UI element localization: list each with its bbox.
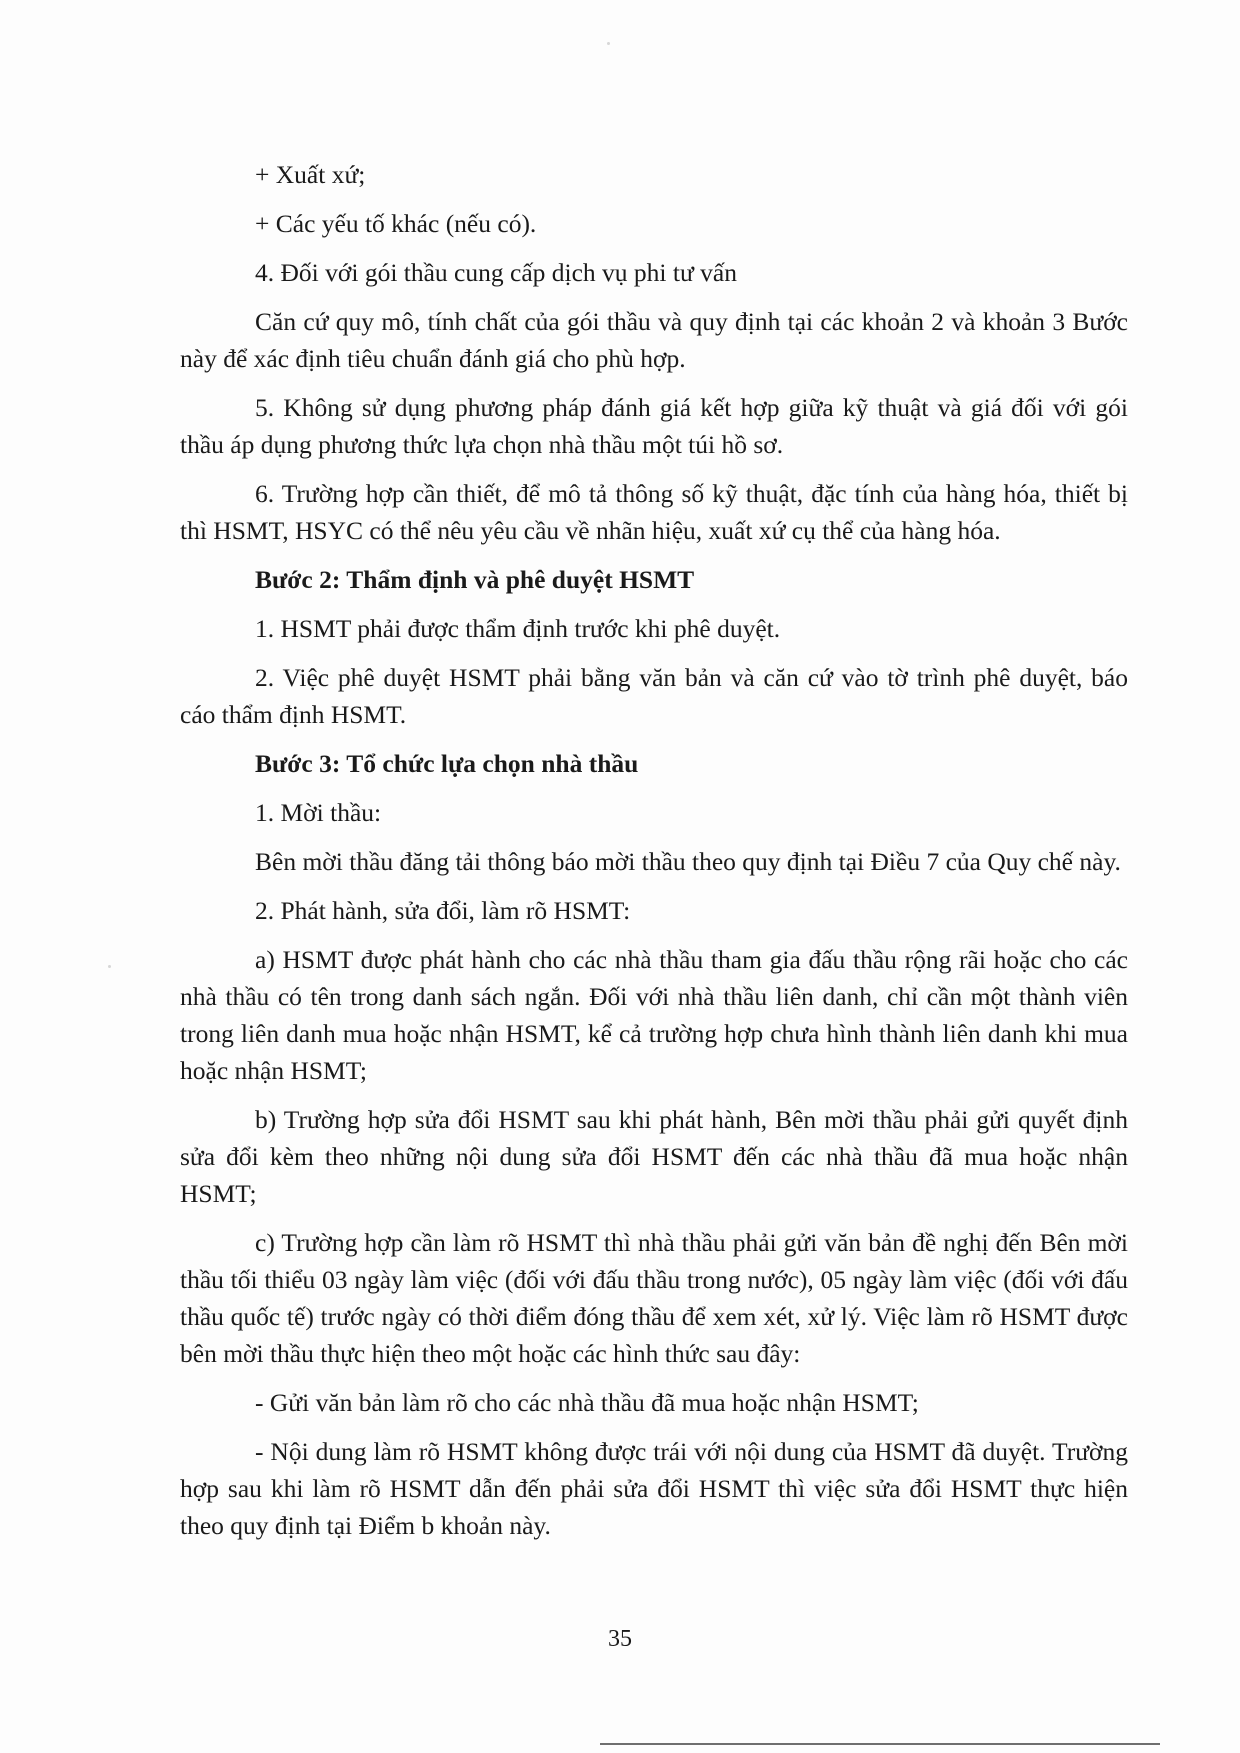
scan-speck-left [108, 965, 111, 968]
paragraph-item-4: 4. Đối với gói thầu cung cấp dịch vụ phi tư vấn [255, 258, 737, 287]
document-body [180, 156, 1128, 1556]
scan-speck-top [607, 42, 610, 45]
paragraph-invitation: 1. Mời thầu: [255, 798, 382, 827]
paragraph-issuance-a: a) HSMT được phát hành cho các nhà thầu tham gia đấu thầu rộng rãi hoặc cho các nhà thầu có tên trong danh sách ngắn. Đối với nhà thầu liên danh, chỉ cần một thành viên trong liên danh mua hoặc nhận HSMT, kể cả trường hợp chưa hình thành liên danh khi mua hoặc nhận HSMT; [180, 945, 1128, 1085]
paragraph-step-2-item-1: 1. HSMT phải được thẩm định trước khi phê duyệt. [255, 614, 781, 643]
paragraph-issuance-c: c) Trường hợp cần làm rõ HSMT thì nhà thầu phải gửi văn bản đề nghị đến Bên mời thầu tối thiểu 03 ngày làm việc (đối với đấu thầu trong nước), 05 ngày làm việc (đối với đấu thầu quốc tế) trước ngày có thời điểm đóng thầu để xem xét, xử lý. Việc làm rõ HSMT được bên mời thầu thực hiện theo một hoặc các hình thức sau đây: [180, 1228, 1128, 1368]
paragraph-origin: + Xuất xứ; [255, 160, 366, 189]
paragraph-issuance: 2. Phát hành, sửa đổi, làm rõ HSMT: [255, 896, 631, 925]
paragraph-item-6: 6. Trường hợp cần thiết, để mô tả thông số kỹ thuật, đặc tính của hàng hóa, thiết bị thì HSMT, HSYC có thể nêu yêu cầu về nhãn hiệu, xuất xứ cụ thể của hàng hóa. [180, 479, 1128, 545]
paragraph-send-clarification: - Gửi văn bản làm rõ cho các nhà thầu đã mua hoặc nhận HSMT; [255, 1388, 919, 1417]
paragraph-other-factors: + Các yếu tố khác (nếu có). [255, 209, 537, 238]
heading-step-2: Bước 2: Thẩm định và phê duyệt HSMT [255, 565, 695, 594]
paragraph-invitation-detail: Bên mời thầu đăng tải thông báo mời thầu theo quy định tại Điều 7 của Quy chế này. [255, 847, 1121, 876]
scan-bottom-rule [600, 1743, 1160, 1745]
paragraph-basis: Căn cứ quy mô, tính chất của gói thầu và quy định tại các khoản 2 và khoản 3 Bước này để xác định tiêu chuẩn đánh giá cho phù hợp. [180, 307, 1128, 373]
heading-step-3: Bước 3: Tổ chức lựa chọn nhà thầu [255, 749, 639, 778]
page-number: 35 [608, 1626, 632, 1652]
paragraph-issuance-b: b) Trường hợp sửa đổi HSMT sau khi phát hành, Bên mời thầu phải gửi quyết định sửa đổi kèm theo những nội dung sửa đổi HSMT đến các nhà thầu đã mua hoặc nhận HSMT; [180, 1105, 1128, 1208]
paragraph-step-2-item-2: 2. Việc phê duyệt HSMT phải bằng văn bản và căn cứ vào tờ trình phê duyệt, báo cáo thẩm định HSMT. [180, 663, 1128, 729]
paragraph-item-5: 5. Không sử dụng phương pháp đánh giá kết hợp giữa kỹ thuật và giá đối với gói thầu áp dụng phương thức lựa chọn nhà thầu một túi hồ sơ. [180, 393, 1128, 459]
paragraph-clarification-content: - Nội dung làm rõ HSMT không được trái với nội dung của HSMT đã duyệt. Trường hợp sau khi làm rõ HSMT dẫn đến phải sửa đổi HSMT thì việc sửa đổi HSMT thực hiện theo quy định tại Điểm b khoản này. [180, 1437, 1128, 1540]
